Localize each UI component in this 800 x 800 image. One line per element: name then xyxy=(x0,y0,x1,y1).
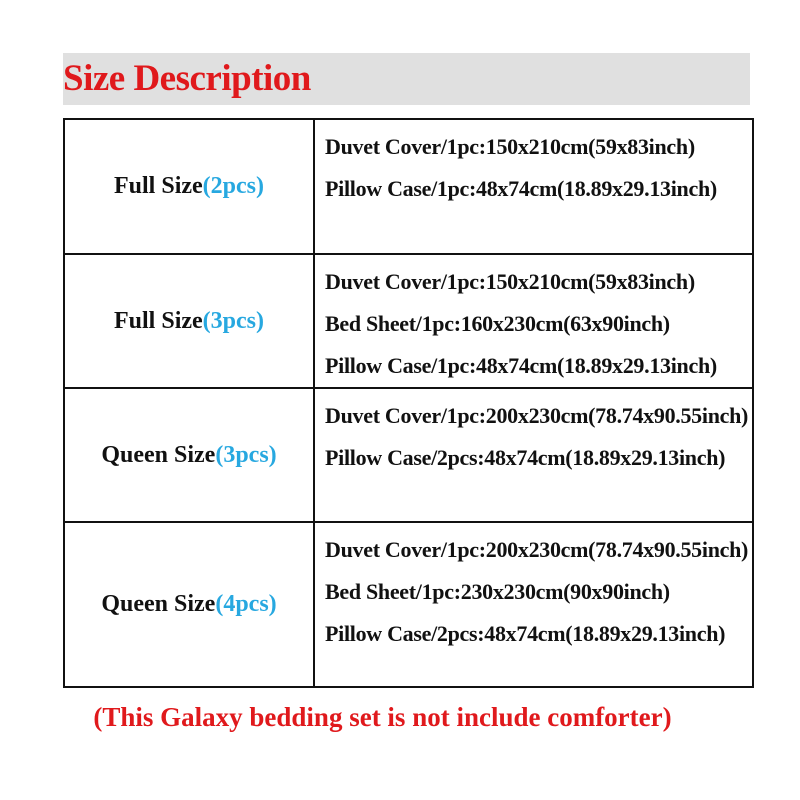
description-line: Duvet Cover/1pc:200x230cm(78.74x90.55inch) xyxy=(325,537,749,562)
size-table xyxy=(63,118,754,688)
header-bar xyxy=(63,53,750,105)
page-title: Size Description xyxy=(63,58,311,99)
size-cell xyxy=(64,254,314,388)
size-label: Queen Size xyxy=(101,441,216,468)
size-label: Full Size xyxy=(114,173,203,199)
size-cell xyxy=(64,388,314,522)
description-cell xyxy=(314,254,753,388)
size-cell xyxy=(64,522,314,687)
description-line: Bed Sheet/1pc:230x230cm(90x90inch) xyxy=(325,579,670,604)
size-cell xyxy=(64,119,314,254)
description-cell xyxy=(314,119,753,254)
table-row xyxy=(64,388,753,522)
description-line: Pillow Case/1pc:48x74cm(18.89x29.13inch) xyxy=(325,353,717,378)
footer-note: (This Galaxy bedding set is not include comforter) xyxy=(93,702,672,732)
description-line: Duvet Cover/1pc:200x230cm(78.74x90.55inch) xyxy=(325,403,749,428)
size-label: Queen Size xyxy=(101,591,216,617)
description-line: Bed Sheet/1pc:160x230cm(63x90inch) xyxy=(325,311,670,336)
pcs-label: (4pcs) xyxy=(215,591,277,617)
pcs-label: (3pcs) xyxy=(202,307,264,334)
table-row xyxy=(64,254,753,388)
table-row xyxy=(64,119,753,254)
description-line: Pillow Case/2pcs:48x74cm(18.89x29.13inch) xyxy=(325,621,726,646)
description-cell xyxy=(314,522,753,687)
description-line: Pillow Case/2pcs:48x74cm(18.89x29.13inch) xyxy=(325,445,726,470)
description-line: Duvet Cover/1pc:150x210cm(59x83inch) xyxy=(325,269,695,294)
pcs-label: (3pcs) xyxy=(215,441,277,468)
description-line: Duvet Cover/1pc:150x210cm(59x83inch) xyxy=(325,134,695,159)
description-line: Pillow Case/1pc:48x74cm(18.89x29.13inch) xyxy=(325,176,717,201)
size-label: Full Size xyxy=(114,307,203,334)
pcs-label: (2pcs) xyxy=(202,173,264,199)
description-cell xyxy=(314,388,753,522)
table-row xyxy=(64,522,753,687)
